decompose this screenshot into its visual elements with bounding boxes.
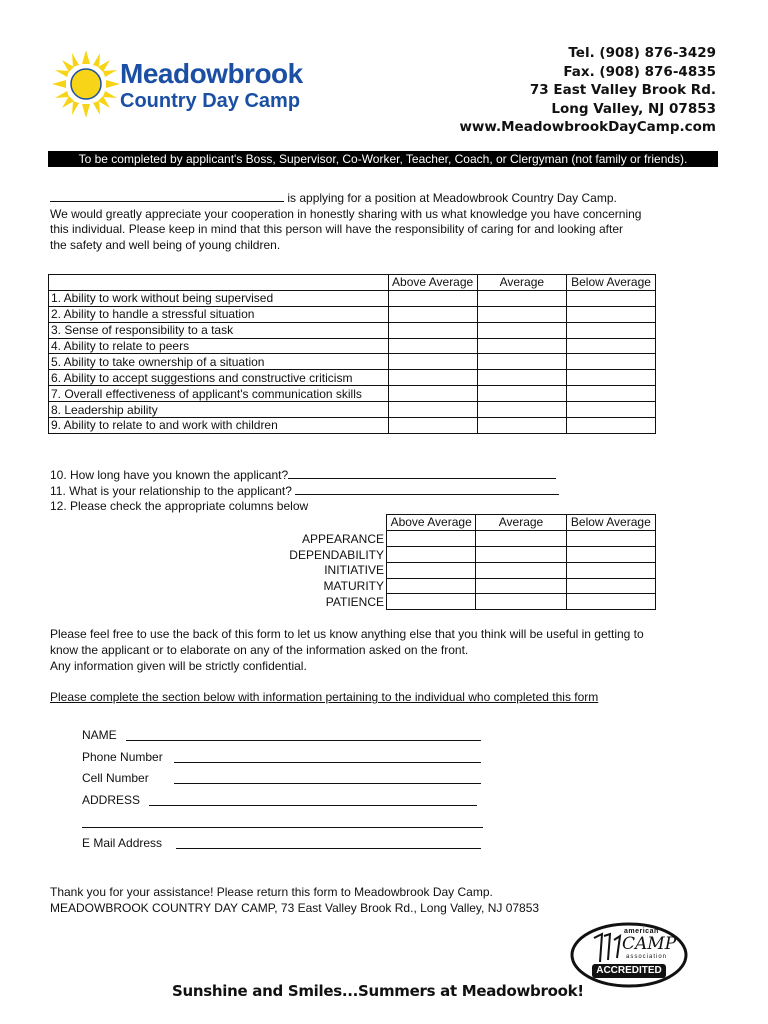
fax-number: Fax. (908) 876-4835 <box>563 63 716 80</box>
row-label: 5. Ability to take ownership of a situation <box>49 354 389 370</box>
trait-patience: PATIENCE <box>325 595 384 609</box>
notes-line-1: Please feel free to use the back of this form to let us know anything else that you think will be useful in getting to <box>50 627 644 641</box>
rating-cell[interactable] <box>476 530 566 546</box>
traits-rating-table <box>386 514 656 610</box>
rating-cell[interactable] <box>388 386 477 402</box>
table-row <box>49 290 656 306</box>
row-label: 8. Leadership ability <box>49 402 389 418</box>
trait-dependability: DEPENDABILITY <box>289 548 384 562</box>
badge-camp-text: CAMP <box>622 934 677 954</box>
header-above-average: Above Average <box>388 275 477 291</box>
rating-cell[interactable] <box>476 562 566 578</box>
row-label: 6. Ability to accept suggestions and constructive criticism <box>49 370 389 386</box>
rating-cell[interactable] <box>567 402 656 418</box>
trait-initiative: INITIATIVE <box>324 563 384 577</box>
table-row <box>49 386 656 402</box>
row-label: 2. Ability to handle a stressful situation <box>49 306 389 322</box>
notes-line-2: know the applicant or to elaborate on any of the information asked on the front. <box>50 643 469 657</box>
cell-input[interactable] <box>174 783 481 784</box>
camp-logo <box>52 50 302 120</box>
question-11 <box>50 483 559 499</box>
badge-accredited-text: ACCREDITED <box>592 964 666 978</box>
email-input[interactable] <box>176 848 481 849</box>
website-link[interactable]: www.MeadowbrookDayCamp.com <box>459 119 716 135</box>
badge-small-text: association <box>626 954 668 960</box>
table-header-row <box>387 515 656 531</box>
rating-cell[interactable] <box>566 578 655 594</box>
aca-accredited-badge <box>570 922 688 988</box>
logo-name-line2: Country Day Camp <box>120 90 301 112</box>
intro-line-4: the safety and well being of young children. <box>50 238 281 252</box>
intro-line-1 <box>50 190 617 206</box>
address-input-line-2[interactable] <box>82 827 483 828</box>
street-address: 73 East Valley Brook Rd. <box>529 82 716 98</box>
rating-cell[interactable] <box>388 402 477 418</box>
row-label: 1. Ability to work without being supervised <box>49 290 389 306</box>
header-blank <box>49 275 389 291</box>
rating-cell[interactable] <box>477 306 566 322</box>
phone-input[interactable] <box>174 762 481 763</box>
rating-cell[interactable] <box>387 578 476 594</box>
rating-cell[interactable] <box>477 338 566 354</box>
table-row <box>387 530 656 546</box>
rating-cell[interactable] <box>477 322 566 338</box>
closing-line-1: Thank you for your assistance! Please return this form to Meadowbrook Day Camp. <box>50 885 493 899</box>
row-label: 7. Overall effectiveness of applicant's communication skills <box>49 386 389 402</box>
row-label: 4. Ability to relate to peers <box>49 338 389 354</box>
name-label: NAME <box>82 728 117 742</box>
rating-cell[interactable] <box>566 562 655 578</box>
table-row <box>387 594 656 610</box>
cell-label: Cell Number <box>82 771 149 785</box>
email-label: E Mail Address <box>82 836 163 850</box>
rating-cell[interactable] <box>567 354 656 370</box>
table-row <box>49 370 656 386</box>
rating-cell[interactable] <box>387 546 476 562</box>
rating-cell[interactable] <box>566 546 655 562</box>
intro-line-2: We would greatly appreciate your cooperation in honestly sharing with us what knowledge you have concerning <box>50 207 642 221</box>
intro-text: is applying for a position at Meadowbrook Country Day Camp. <box>287 191 617 205</box>
rating-cell[interactable] <box>388 290 477 306</box>
rating-cell[interactable] <box>388 306 477 322</box>
table-row <box>49 418 656 434</box>
rating-cell[interactable] <box>388 354 477 370</box>
known-duration-field[interactable] <box>288 467 556 479</box>
rating-cell[interactable] <box>566 594 655 610</box>
city-state-zip: Long Valley, NJ 07853 <box>551 100 716 117</box>
header-average: Average <box>476 515 566 531</box>
rating-cell[interactable] <box>567 338 656 354</box>
trait-maturity: MATURITY <box>323 579 384 593</box>
table-row <box>49 402 656 418</box>
table-row <box>49 322 656 338</box>
table-row <box>387 562 656 578</box>
rating-cell[interactable] <box>567 322 656 338</box>
rating-cell[interactable] <box>567 306 656 322</box>
row-label: 3. Sense of responsibility to a task <box>49 322 389 338</box>
rating-cell[interactable] <box>477 418 566 434</box>
header-below-average: Below Average <box>567 275 656 291</box>
rating-cell[interactable] <box>477 402 566 418</box>
rating-cell[interactable] <box>476 594 566 610</box>
address-label: ADDRESS <box>82 793 141 807</box>
rating-cell[interactable] <box>387 562 476 578</box>
notes-line-3: Any information given will be strictly confidential. <box>50 659 307 673</box>
table-row <box>387 546 656 562</box>
contact-block <box>459 44 716 137</box>
table-header-row <box>49 275 656 291</box>
rating-cell[interactable] <box>388 418 477 434</box>
rating-cell[interactable] <box>477 370 566 386</box>
rating-cell[interactable] <box>476 546 566 562</box>
question-10 <box>50 467 556 483</box>
rating-cell[interactable] <box>567 290 656 306</box>
badge-top-text: american <box>624 928 659 935</box>
rating-cell[interactable] <box>567 386 656 402</box>
rating-cell[interactable] <box>476 578 566 594</box>
relationship-field[interactable] <box>295 483 559 495</box>
rating-cell[interactable] <box>388 370 477 386</box>
rating-cell[interactable] <box>477 386 566 402</box>
address-input[interactable] <box>149 805 477 806</box>
question-11-label: 11. What is your relationship to the applicant? <box>50 484 292 498</box>
rating-cell[interactable] <box>566 530 655 546</box>
trait-appearance: APPEARANCE <box>301 532 384 546</box>
row-label: 9. Ability to relate to and work with children <box>49 418 389 434</box>
section-heading: Please complete the section below with information pertaining to the individual who completed this form <box>50 690 599 704</box>
phone-label: Phone Number <box>82 750 163 764</box>
rating-cell[interactable] <box>567 370 656 386</box>
phone-number: Tel. (908) 876-3429 <box>568 45 716 61</box>
rating-cell[interactable] <box>477 290 566 306</box>
applicant-name-field[interactable] <box>50 190 284 202</box>
rating-cell[interactable] <box>388 338 477 354</box>
rating-cell[interactable] <box>567 418 656 434</box>
rating-cell[interactable] <box>388 322 477 338</box>
header-average: Average <box>477 275 566 291</box>
logo-name-line1: Meadowbrook <box>120 58 303 89</box>
table-row <box>49 306 656 322</box>
name-input[interactable] <box>126 740 481 741</box>
closing-line-2: MEADOWBROOK COUNTRY DAY CAMP, 73 East Valley Brook Rd., Long Valley, NJ 07853 <box>50 901 540 915</box>
table-row <box>387 578 656 594</box>
header-below-average: Below Average <box>566 515 655 531</box>
question-12: 12. Please check the appropriate columns below <box>50 499 309 513</box>
sun-icon <box>52 50 120 118</box>
table-row <box>49 338 656 354</box>
slogan: Sunshine and Smiles...Summers at Meadowbrook! <box>172 982 584 1000</box>
question-10-label: 10. How long have you known the applicant? <box>50 468 289 482</box>
rating-cell[interactable] <box>387 530 476 546</box>
instruction-banner: To be completed by applicant's Boss, Supervisor, Co-Worker, Teacher, Coach, or Clergyman (not family or friends). <box>48 151 718 167</box>
rating-cell[interactable] <box>477 354 566 370</box>
intro-line-3: this individual. Please keep in mind that this person will have the responsibility of caring for and looking after <box>50 222 623 236</box>
table-row <box>49 354 656 370</box>
header-above-average: Above Average <box>387 515 476 531</box>
rating-cell[interactable] <box>387 594 476 610</box>
skills-rating-table <box>48 274 656 434</box>
